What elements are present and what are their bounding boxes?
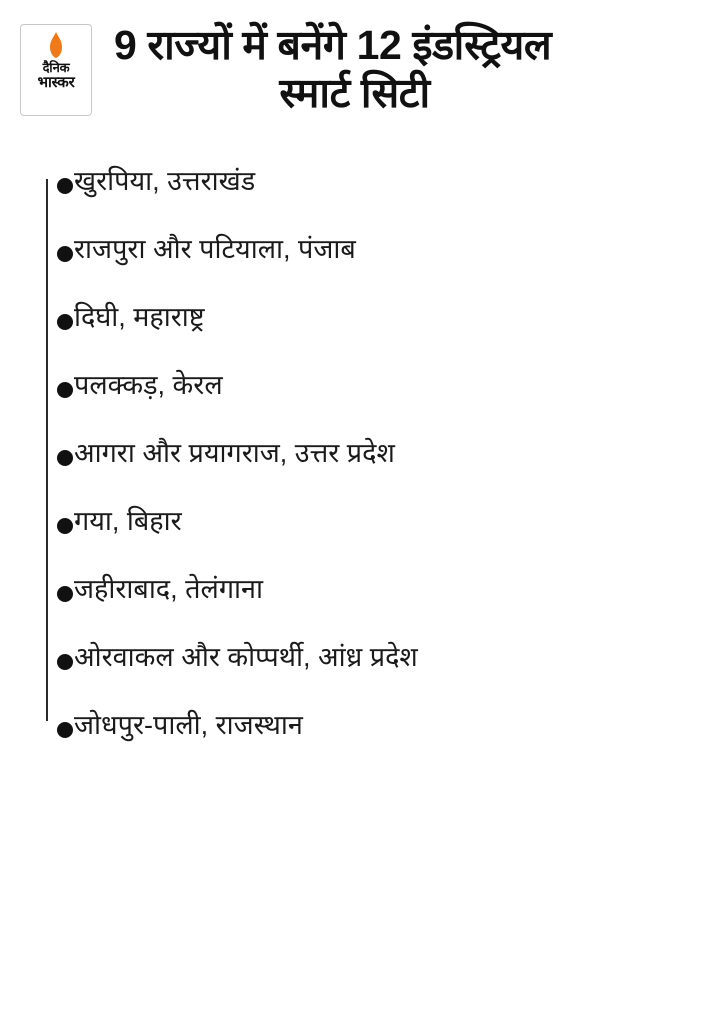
bullet-dot-icon <box>57 450 73 466</box>
list-item <box>18 641 691 709</box>
list-item <box>18 233 691 301</box>
list-item <box>18 573 691 641</box>
city-list-section <box>0 165 709 777</box>
list-item-label: जहीराबाद, तेलंगाना <box>74 574 264 605</box>
bullet-dot-icon <box>57 178 73 194</box>
publisher-name-line1: दैनिक <box>42 60 70 75</box>
list-item <box>18 301 691 369</box>
list-item <box>18 505 691 573</box>
list-item-label: ओरवाकल और कोप्पर्थी, आंध्र प्रदेश <box>74 642 418 673</box>
list-item-label: खुरपिया, उत्तराखंड <box>74 166 256 197</box>
header <box>0 0 709 117</box>
bullet-dot-icon <box>57 246 73 262</box>
page-title-line1: 9 राज्यों में बनेंगे 12 इंडस्ट्रियल <box>114 22 552 68</box>
bullet-dot-icon <box>57 314 73 330</box>
list-item-label: जोधपुर-पाली, राजस्थान <box>74 710 303 741</box>
list-item-label: राजपुरा और पटियाला, पंजाब <box>74 234 356 265</box>
bullet-dot-icon <box>57 722 73 738</box>
bullet-dot-icon <box>57 382 73 398</box>
list-item <box>18 165 691 233</box>
list-item <box>18 369 691 437</box>
bullet-dot-icon <box>57 518 73 534</box>
page-title-line2: स्मार्ट सिटी <box>279 69 430 116</box>
publisher-name <box>37 61 74 91</box>
publisher-logo <box>20 24 92 116</box>
list-item <box>18 709 691 777</box>
flame-icon <box>47 32 65 58</box>
list-item-label: आगरा और प्रयागराज, उत्तर प्रदेश <box>74 438 395 469</box>
bullet-dot-icon <box>57 654 73 670</box>
list-item-label: दिघी, महाराष्ट्र <box>74 302 205 333</box>
list-item-label: पलक्कड़, केरल <box>74 370 223 401</box>
page-title <box>18 22 691 117</box>
bullet-dot-icon <box>57 586 73 602</box>
list-item <box>18 437 691 505</box>
publisher-name-line2: भास्कर <box>37 74 75 92</box>
city-list <box>18 165 691 777</box>
list-item-label: गया, बिहार <box>74 506 182 537</box>
